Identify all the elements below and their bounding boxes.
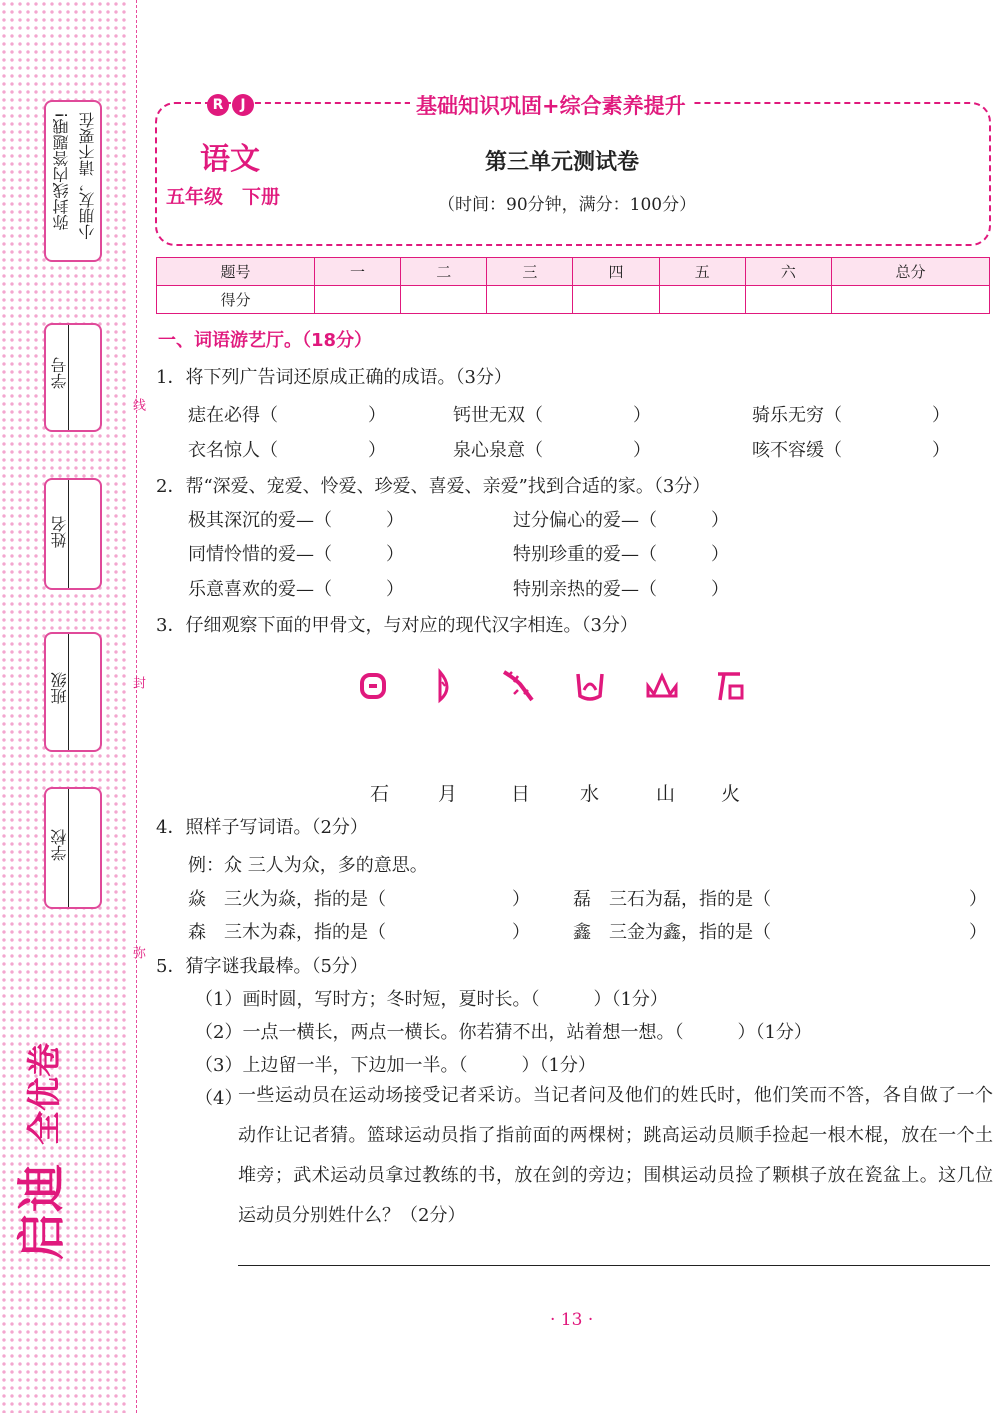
q4-example: 例：众 三人为众，多的意思。 bbox=[188, 855, 428, 876]
score-table-score-row bbox=[157, 286, 990, 314]
score-table-header-row bbox=[157, 258, 990, 286]
section-title: 一、词语游艺厅。（18分） bbox=[158, 330, 373, 351]
edition-badge-j: J bbox=[232, 94, 254, 116]
q1-item[interactable]: 咳不容缓（ ） bbox=[752, 440, 950, 461]
oracle-mountain-icon[interactable] bbox=[644, 668, 680, 704]
score-cell[interactable] bbox=[573, 286, 659, 314]
field-divider bbox=[68, 325, 69, 430]
field-divider bbox=[68, 789, 69, 907]
time-info: （时间：90分钟，满分：100分） bbox=[438, 195, 697, 215]
edition-badge-r: R bbox=[207, 94, 229, 116]
q5-item[interactable]: （3）上边留一半，下边加一半。（ ）（1分） bbox=[195, 1055, 596, 1076]
school-field[interactable] bbox=[44, 787, 102, 909]
table-header-cell: 六 bbox=[745, 258, 831, 286]
q2-item[interactable]: 同情怜惜的爱—（ ） bbox=[188, 544, 404, 565]
q4-item[interactable]: 磊 三石为磊，指的是（ ） bbox=[573, 889, 987, 910]
question-5-stem: 5．猜字谜我最棒。（5分） bbox=[156, 956, 368, 977]
modern-char[interactable]: 火 bbox=[721, 783, 741, 805]
score-cell[interactable] bbox=[659, 286, 745, 314]
answer-line[interactable] bbox=[238, 1265, 990, 1266]
q2-item[interactable]: 特别亲热的爱—（ ） bbox=[513, 579, 729, 600]
subject-title: 语文 bbox=[200, 142, 260, 177]
q2-item[interactable]: 特别珍重的爱—（ ） bbox=[513, 544, 729, 565]
q1-item[interactable]: 痣在必得（ ） bbox=[188, 405, 386, 426]
modern-char[interactable]: 水 bbox=[580, 783, 600, 805]
table-header-cell: 三 bbox=[487, 258, 573, 286]
q2-item[interactable]: 乐意喜欢的爱—（ ） bbox=[188, 579, 404, 600]
oracle-sun-icon[interactable] bbox=[356, 668, 392, 704]
question-2-stem: 2．帮“深爱、宠爱、怜爱、珍爱、喜爱、亲爱”找到合适的家。（3分） bbox=[156, 476, 711, 497]
student-id-field[interactable] bbox=[44, 323, 102, 432]
q4-item[interactable]: 焱 三火为焱，指的是（ ） bbox=[188, 889, 530, 910]
score-cell[interactable] bbox=[831, 286, 989, 314]
brand-logo bbox=[14, 975, 110, 1265]
oracle-fire-icon[interactable] bbox=[572, 668, 608, 704]
notice-line-1: 小朋友，请不要在 bbox=[78, 112, 97, 240]
score-cell[interactable] bbox=[487, 286, 573, 314]
q1-item[interactable]: 钙世无双（ ） bbox=[453, 405, 651, 426]
q4-item[interactable]: 森 三木为森，指的是（ ） bbox=[188, 922, 530, 943]
table-header-cell: 五 bbox=[659, 258, 745, 286]
modern-char[interactable]: 石 bbox=[370, 783, 390, 805]
table-header-cell: 四 bbox=[573, 258, 659, 286]
score-cell[interactable] bbox=[745, 286, 831, 314]
q5-item-4-label: （4） bbox=[195, 1088, 243, 1109]
table-header-cell: 总分 bbox=[831, 258, 989, 286]
table-header-cell: 一 bbox=[314, 258, 400, 286]
q2-item[interactable]: 过分偏心的爱—（ ） bbox=[513, 510, 729, 531]
question-4-stem: 4．照样子写词语。（2分） bbox=[156, 817, 368, 838]
seal-word-mi: 弥 bbox=[130, 946, 145, 959]
class-field[interactable] bbox=[44, 632, 102, 752]
page-number: · 13 · bbox=[550, 1310, 594, 1330]
modern-char[interactable]: 日 bbox=[511, 783, 531, 805]
field-divider bbox=[68, 480, 69, 588]
q1-item[interactable]: 衣名惊人（ ） bbox=[188, 440, 386, 461]
q5-item-4-text: 一些运动员在运动场接受记者采访。当记者问及他们的姓氏时，他们笑而不答，各自做了一个动作让记者猜。篮球运动员指了指前面的两棵树；跳高运动员顺手捡起一根木棍，放在一个土堆旁；武术运动员拿过教练的书，放在剑的旁边；围棋运动员捡了颗棋子放在瓷盆上。这几位运动员分别姓什么？（2分） bbox=[238, 1085, 993, 1226]
seal-word-line: 线 bbox=[130, 398, 145, 411]
question-1-stem: 1．将下列广告词还原成正确的成语。（3分） bbox=[156, 367, 512, 388]
score-row-label: 得分 bbox=[157, 286, 315, 314]
score-cell[interactable] bbox=[401, 286, 487, 314]
oracle-water-icon[interactable] bbox=[500, 668, 536, 704]
q5-item[interactable]: （1）画时圆，写时方；冬时短，夏时长。（ ）（1分） bbox=[195, 989, 668, 1010]
class-label: 班级 bbox=[50, 672, 69, 704]
q2-item[interactable]: 极其深沉的爱—（ ） bbox=[188, 510, 404, 531]
field-divider bbox=[68, 634, 69, 750]
oracle-moon-icon[interactable] bbox=[428, 668, 464, 704]
page-title: 第三单元测试卷 bbox=[485, 149, 640, 175]
question-3-stem: 3．仔细观察下面的甲骨文，与对应的现代汉字相连。（3分） bbox=[156, 615, 638, 636]
modern-char[interactable]: 月 bbox=[438, 783, 458, 805]
table-header-cell: 二 bbox=[401, 258, 487, 286]
seal-dashed-line bbox=[136, 0, 137, 1413]
school-label: 学校 bbox=[50, 829, 69, 861]
table-header-cell: 题号 bbox=[157, 258, 315, 286]
q1-item[interactable]: 骑乐无穷（ ） bbox=[752, 405, 950, 426]
score-cell[interactable] bbox=[314, 286, 400, 314]
name-label: 姓名 bbox=[50, 516, 69, 548]
oracle-stone-icon[interactable] bbox=[714, 668, 750, 704]
modern-char[interactable]: 山 bbox=[656, 783, 676, 805]
student-id-label: 学号 bbox=[50, 357, 69, 389]
q1-item[interactable]: 泉心泉意（ ） bbox=[453, 440, 651, 461]
svg-text:启迪: 启迪 bbox=[14, 1163, 70, 1260]
notice-box bbox=[44, 100, 102, 262]
name-field[interactable] bbox=[44, 478, 102, 590]
score-table bbox=[156, 257, 990, 314]
seal-word-seal: 封 bbox=[130, 676, 145, 689]
grade-label: 五年级 下册 bbox=[166, 186, 281, 208]
series-title: 基础知识巩固+综合素养提升 bbox=[410, 90, 692, 120]
q4-item[interactable]: 鑫 三金为鑫，指的是（ ） bbox=[573, 922, 987, 943]
svg-text:全优卷: 全优卷 bbox=[25, 1043, 65, 1145]
notice-line-2: 弥封线内答题哦! bbox=[52, 112, 71, 231]
q5-item[interactable]: （2）一点一横长，两点一横长。你若猜不出，站着想一想。（ ）（1分） bbox=[195, 1022, 812, 1043]
